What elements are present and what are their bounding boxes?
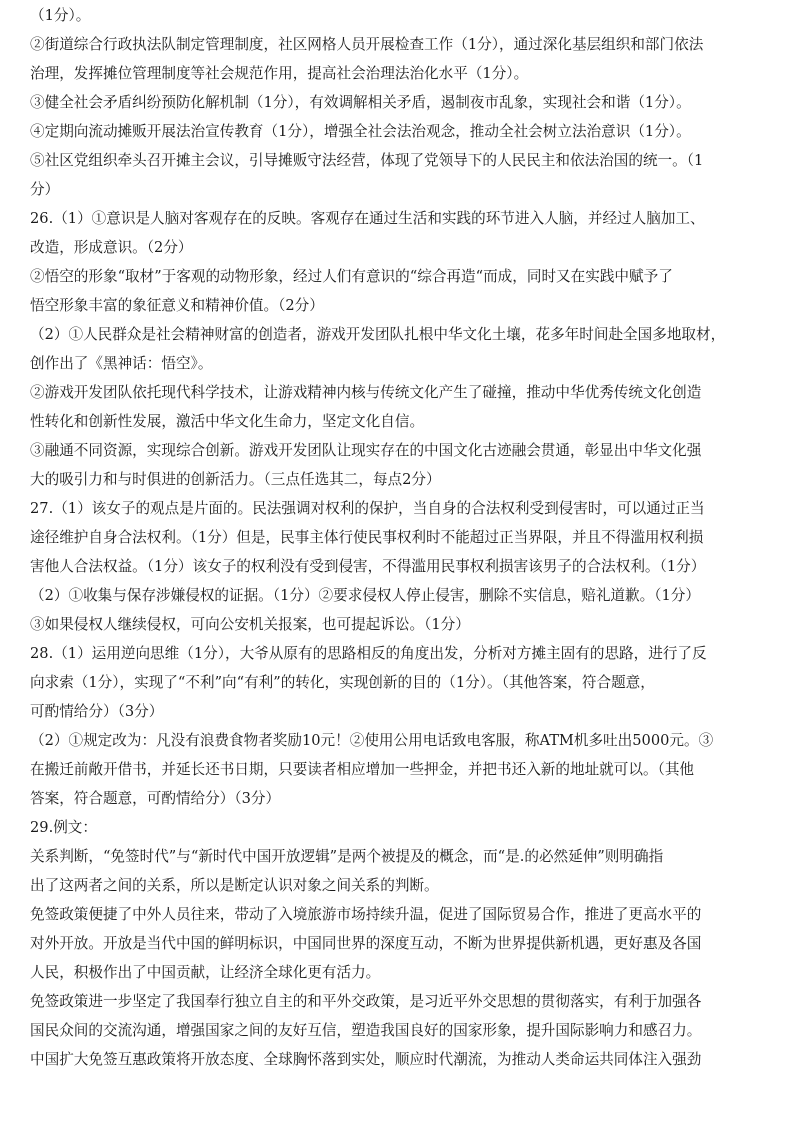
text-line: ⑤社区党组织牵头召开摊主会议，引导摊贩守法经营，体现了党领导下的人民民主和依法治国的统一。（1 <box>30 152 704 169</box>
text-line: 28.（1）运用逆向思维（1分），大爷从原有的思路相反的角度出发，分析对方摊主固有的思路，进行了反 <box>30 645 707 662</box>
text-line: 人民，积极作出了中国贡献，让经济全球化更有活力。 <box>30 964 381 981</box>
text-line: （2）①人民群众是社会精神财富的创造者，游戏开发团队扎根中华文化土壤，花多年时间赴全国多地取材， <box>30 326 726 343</box>
text-line: 途径维护自身合法权利。（1分）但是，民事主体行使民事权利时不能超过正当界限，并且不得滥用权利损 <box>30 529 704 546</box>
text-line: ③健全社会矛盾纠纷预防化解机制（1分），有效调解相关矛盾，遏制夜市乱象，实现社会和谐（1分）。 <box>30 94 691 111</box>
text-line: 免签政策便捷了中外人员往来，带动了入境旅游市场持续升温，促进了国际贸易合作，推进了更高水平的 <box>30 906 702 923</box>
text-line: 在搬迁前敞开借书，并延长还书日期，只要读者相应增加一些押金，并把书还入新的地址就可以。（其他 <box>30 761 695 778</box>
text-line: 出了这两者之间的关系，所以是断定认识对象之间关系的判断。 <box>30 877 439 894</box>
text-line: ③如果侵权人继续侵权，可向公安机关报案，也可提起诉讼。（1分） <box>30 616 470 633</box>
text-line: 大的吸引力和与时俱进的创新活力。（三点任选其二，每点2分） <box>30 471 441 488</box>
text-line: （1分）。 <box>30 7 91 24</box>
text-line: ④定期向流动摊贩开展法治宣传教育（1分），增强全社会法治观念，推动全社会树立法治意识（1分）。 <box>30 123 691 140</box>
text-line: 性转化和创新性发展，激活中华文化生命力，坚定文化自信。 <box>30 413 425 430</box>
text-line: 免签政策进一步坚定了我国奉行独立自主的和平外交政策，是习近平外交思想的贯彻落实，有利于加强各 <box>30 993 702 1010</box>
text-line: 中国扩大免签互惠政策将开放态度、全球胸怀落到实处，顺应时代潮流，为推动人类命运共同体注入强劲 <box>30 1051 702 1068</box>
text-line: 治理，发挥摊位管理制度等社会规范作用，提高社会治理法治化水平（1分）。 <box>30 65 529 82</box>
text-line: 29.例文： <box>30 819 97 836</box>
text-line: ②悟空的形象“取材”于客观的动物形象，经过人们有意识的“综合再造“而成，同时又在实践中赋予了 <box>30 268 673 285</box>
text-line: ③融通不同资源，实现综合创新。游戏开发团队让现实存在的中国文化古迹融会贯通，彰显出中华文化强 <box>30 442 702 459</box>
text-line: 国民众间的交流沟通，增强国家之间的友好互信，塑造我国良好的国家形象，提升国际影响力和感召力。 <box>30 1022 702 1039</box>
text-line: 分） <box>30 181 60 198</box>
text-line: ②游戏开发团队依托现代科学技术，让游戏精神内核与传统文化产生了碰撞，推动中华优秀传统文化创造 <box>30 384 702 401</box>
text-line: ②街道综合行政执法队制定管理制度，社区网格人员开展检查工作（1分），通过深化基层组织和部门依法 <box>30 36 704 53</box>
text-line: 对外开放。开放是当代中国的鲜明标识，中国同世界的深度互动，不断为世界提供新机遇，更好惠及各国 <box>30 935 702 952</box>
text-line: （2）①收集与保存涉嫌侵权的证据。（1分）②要求侵权人停止侵害，删除不实信息，赔礼道歉。（1分） <box>30 587 700 604</box>
text-line: 创作出了《黑神话：悟空》。 <box>30 355 213 372</box>
text-line: 27.（1）该女子的观点是片面的。民法强调对权利的保护，当自身的合法权利受到侵害时，可以通过正当 <box>30 500 705 517</box>
text-line: 可酌情给分）（3分） <box>30 703 164 720</box>
text-line: 关系判断，“免签时代”与“新时代中国开放逻辑”是两个被提及的概念，而“是.的必然延伸”则明确指 <box>30 848 664 865</box>
text-line: （2）①规定改为：凡没有浪费食物者奖励10元！②使用公用电话致电客服，称ATM机多吐出5000元。③ <box>30 732 714 749</box>
text-line: 改造，形成意识。（2分） <box>30 239 193 256</box>
text-line: 向求索（1分），实现了“不利”向“有利”的转化，实现创新的目的（1分）。（其他答案，符合题意， <box>30 674 655 691</box>
text-line: 悟空形象丰富的象征意义和精神价值。（2分） <box>30 297 324 314</box>
text-line: 26.（1）①意识是人脑对客观存在的反映。客观存在通过生活和实践的环节进入人脑，并经过人脑加工、 <box>30 210 705 227</box>
text-line: 答案，符合题意，可酌情给分）（3分） <box>30 790 281 807</box>
text-line: 害他人合法权益。（1分）该女子的权利没有受到侵害，不得滥用民事权利损害该男子的合法权利。（1分） <box>30 558 706 575</box>
